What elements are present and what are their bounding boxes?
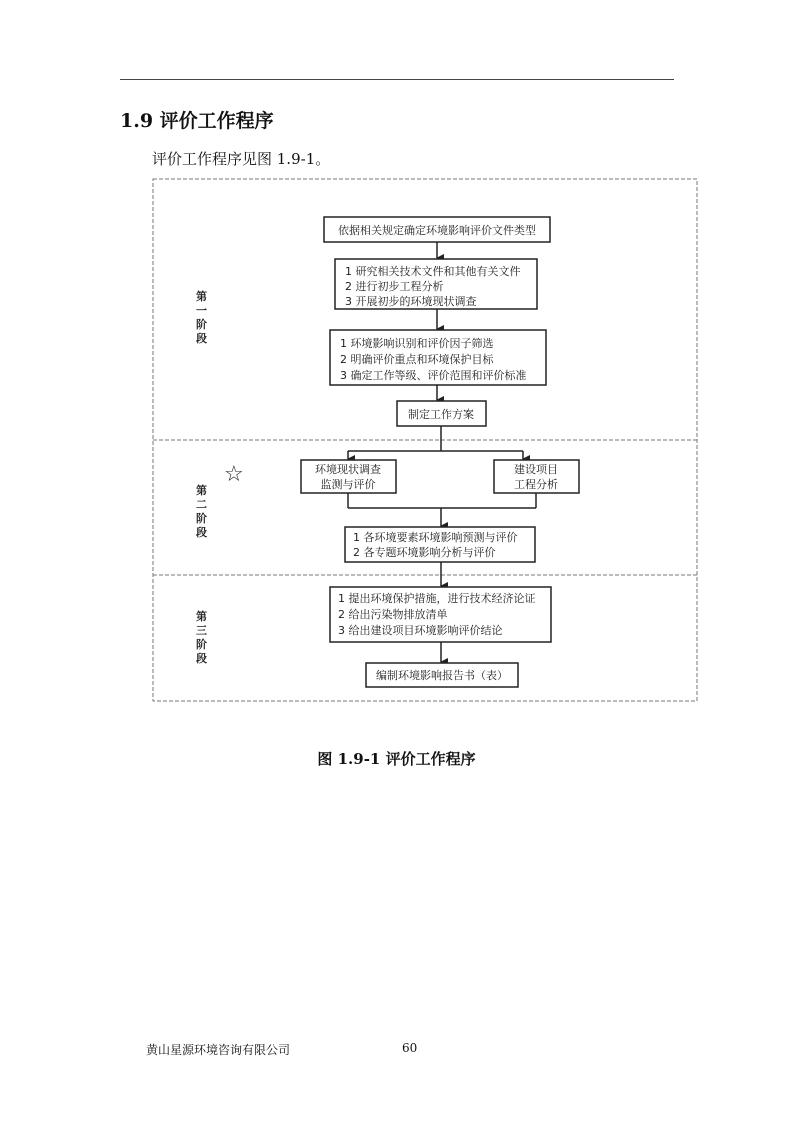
flowchart-figure — [152, 178, 698, 702]
box-survey-line: 监测与评价 — [320, 478, 376, 491]
stage-label-1 — [195, 289, 207, 345]
box-measures-line: 1 提出环境保护措施，进行技术经济论证 — [338, 592, 536, 605]
stage-2-char: 段 — [196, 526, 207, 539]
stage-label-3 — [195, 609, 207, 665]
box-measures-line: 2 给出污染物排放清单 — [338, 608, 448, 621]
stage-3-char: 第 — [196, 610, 207, 623]
figure-caption: 图 1.9-1 评价工作程序 — [317, 750, 476, 768]
box-identification-line: 2 明确评价重点和环境保护目标 — [340, 353, 494, 366]
box-measures-line: 3 给出建设项目环境影响评价结论 — [338, 624, 503, 637]
box-identification-line: 3 确定工作等级、评价范围和评价标准 — [340, 369, 527, 382]
box-survey-line: 环境现状调查 — [315, 463, 381, 476]
box-identification-line: 1 环境影响识别和评价因子筛选 — [340, 337, 494, 350]
stage-3-char: 阶 — [196, 638, 207, 651]
stage-2-char: 二 — [196, 498, 207, 511]
section-heading: 1.9 评价工作程序 — [120, 110, 274, 132]
box-preliminary-line: 2 进行初步工程分析 — [345, 280, 444, 293]
box-prediction-line: 2 各专题环境影响分析与评价 — [353, 546, 496, 559]
stage-1-char: 段 — [196, 332, 207, 345]
intro-paragraph: 评价工作程序见图 1.9-1。 — [152, 150, 331, 168]
stage-1-char: 阶 — [196, 318, 207, 331]
box-work-plan-label: 制定工作方案 — [408, 408, 474, 421]
stage-label-2 — [195, 483, 207, 539]
stage-2-char: 阶 — [196, 512, 207, 525]
stage-1-char: 第 — [196, 290, 207, 303]
stage-2-char: 第 — [196, 484, 207, 497]
stage-1-char: 一 — [196, 304, 207, 317]
box-prediction-line: 1 各环境要素环境影响预测与评价 — [353, 531, 518, 544]
box-project-line: 工程分析 — [514, 478, 558, 491]
box-report-label: 编制环境影响报告书（表） — [376, 669, 508, 682]
star-icon: ☆ — [224, 462, 244, 487]
stage-3-char: 段 — [196, 652, 207, 665]
footer-company: 黄山星源环境咨询有限公司 — [146, 1043, 291, 1057]
box-preliminary-line: 3 开展初步的环境现状调查 — [345, 295, 477, 308]
page-number: 60 — [402, 1041, 418, 1055]
stage-3-char: 三 — [196, 624, 207, 637]
header-rule — [120, 79, 674, 80]
box-preliminary-line: 1 研究相关技术文件和其他有关文件 — [345, 265, 521, 278]
box-document-type-label: 依据相关规定确定环境影响评价文件类型 — [338, 224, 536, 237]
box-project-line: 建设项目 — [514, 463, 558, 476]
